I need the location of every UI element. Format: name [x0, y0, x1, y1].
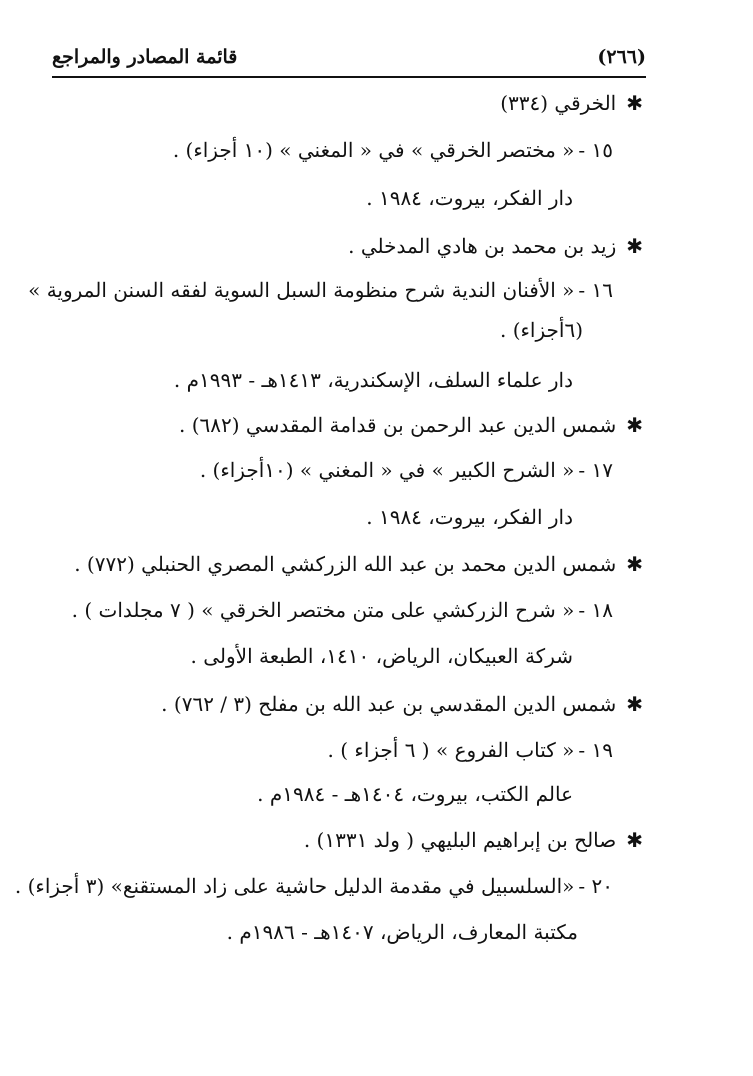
publisher-line: دار الفكر، بيروت، ١٩٨٤ . — [366, 186, 573, 210]
entry-title: « مختصر الخرقي » في « المغني » (١٠ أجزاء) . — [172, 138, 575, 162]
author-line: ✱شمس الدين عبد الرحمن بن قدامة المقدسي (٦٨٢) . — [179, 405, 643, 445]
publisher-line: شركة العبيكان، الرياض، ١٤١٠، الطبعة الأولى . — [190, 644, 573, 668]
entry-number: ١٩ - — [578, 738, 613, 762]
author-line: ✱شمس الدين المقدسي بن عبد الله بن مفلح (٣ / ٧٦٢) . — [161, 684, 643, 724]
author-line: ✱شمس الدين محمد بن عبد الله الزركشي المصري الحنبلي (٧٧٢) . — [74, 544, 643, 584]
entry-line — [200, 450, 613, 490]
author-line: ✱صالح بن إبراهيم البليهي ( ولد ١٣٣١) . — [304, 820, 643, 860]
publisher-line: عالم الكتب، بيروت، ١٤٠٤هـ - ١٩٨٤م . — [257, 782, 573, 806]
asterisk-icon: ✱ — [626, 91, 643, 115]
header-rule — [52, 76, 646, 78]
entry-title: « شرح الزركشي على متن مختصر الخرقي » ( ٧ مجلدات ) . — [71, 598, 575, 622]
publisher-line: دار علماء السلف، الإسكندرية، ١٤١٣هـ - ١٩٩٣م . — [173, 368, 573, 392]
entry-line — [28, 270, 613, 310]
entry-title: « كتاب الفروع » ( ٦ أجزاء ) . — [327, 738, 575, 762]
entry-number: ١٦ - — [578, 278, 613, 302]
entry-title: « الشرح الكبير » في « المغني » (١٠أجزاء) . — [199, 458, 575, 482]
entry-line — [328, 730, 613, 770]
publisher-line: مكتبة المعارف، الرياض، ١٤٠٧هـ - ١٩٨٦م . — [226, 920, 578, 944]
entry-continuation: (٦أجزاء) . — [500, 318, 583, 342]
entry-title: « الأفنان الندية شرح منظومة السبل السوية لفقه السنن المروية » — [28, 278, 575, 302]
entry-title: «السلسبيل في مقدمة الدليل حاشية على زاد المستقنع» (٣ أجزاء) . — [14, 874, 575, 898]
page-header — [52, 40, 646, 74]
entry-line — [173, 130, 613, 170]
publisher-line: دار الفكر، بيروت، ١٩٨٤ . — [366, 505, 573, 529]
entry-line — [72, 590, 613, 630]
asterisk-icon: ✱ — [626, 234, 643, 258]
asterisk-icon: ✱ — [626, 828, 643, 852]
author-line: ✱زيد بن محمد بن هادي المدخلي . — [348, 226, 643, 266]
asterisk-icon: ✱ — [626, 692, 643, 716]
entry-number: ١٨ - — [578, 598, 613, 622]
entry-number: ١٥ - — [578, 138, 613, 162]
page-number: (٢٦٦) — [597, 46, 646, 68]
asterisk-icon: ✱ — [626, 552, 643, 576]
asterisk-icon: ✱ — [626, 413, 643, 437]
entry-line — [15, 866, 613, 906]
entry-number: ١٧ - — [578, 458, 613, 482]
author-line: ✱الخرقي (٣٣٤) — [500, 83, 643, 123]
running-title: قائمة المصادر والمراجع — [52, 46, 238, 68]
entry-number: ٢٠ - — [578, 874, 613, 898]
